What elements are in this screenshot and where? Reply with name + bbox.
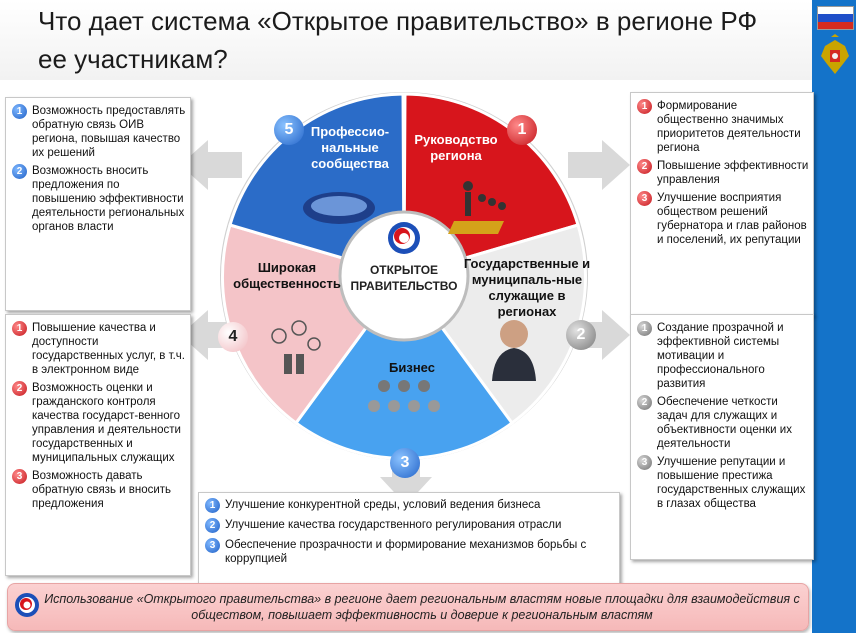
number-icon: 2 xyxy=(205,518,220,533)
segment-label-4: Широкая общественность xyxy=(233,260,341,291)
number-icon: 3 xyxy=(637,455,652,470)
list-item-text: Возможность предоставлять обратную связь ОИВ региона, повышая качество их решений xyxy=(32,105,186,159)
segment-label-1: Руководство региона xyxy=(414,132,498,163)
number-icon: 1 xyxy=(637,321,652,336)
center-title xyxy=(344,262,464,294)
box-professional-communities xyxy=(5,97,191,311)
list-item xyxy=(10,469,186,511)
people-circle-icon xyxy=(303,192,375,224)
russian-flag-icon xyxy=(817,6,854,30)
number-icon: 2 xyxy=(637,395,652,410)
segment-label-3: Бизнес xyxy=(389,360,435,375)
list-item-text: Повышение качества и доступности государственных услуг, в т.ч. в электронном виде xyxy=(32,322,185,376)
open-government-small-logo-icon xyxy=(14,592,40,618)
list-item xyxy=(635,321,809,391)
number-icon: 2 xyxy=(12,164,27,179)
number-icon: 1 xyxy=(12,104,27,119)
number-icon: 2 xyxy=(637,159,652,174)
list-item xyxy=(203,498,615,512)
badge-3: 3 xyxy=(390,448,420,478)
list-item-text: Формирование общественно значимых приоритетов деятельности региона xyxy=(657,100,801,154)
number-icon: 1 xyxy=(205,498,220,513)
list-item-text: Улучшение качества государственного регулирования отрасли xyxy=(225,519,562,531)
box-business xyxy=(198,492,620,588)
list-item xyxy=(635,159,809,187)
footer-banner xyxy=(7,583,809,631)
list-item xyxy=(10,164,186,234)
list-item-text: Обеспечение прозрачности и формирование механизмов борьбы с коррупцией xyxy=(225,539,587,565)
segment-label-2: Государственные и муниципаль-ные служащие в регионах xyxy=(463,256,591,319)
list-item-text: Повышение эффективности управления xyxy=(657,160,809,186)
badge-2: 2 xyxy=(566,320,596,350)
list-item-text: Возможность давать обратную связь и вносить предложения xyxy=(32,470,172,510)
box-public xyxy=(5,314,191,576)
list-item xyxy=(635,191,809,247)
list-item xyxy=(635,99,809,155)
segment-label-5: Профессио-нальные сообщества xyxy=(310,124,390,171)
badge-5: 5 xyxy=(274,115,304,145)
coat-of-arms-icon xyxy=(818,34,852,78)
list-item xyxy=(10,381,186,465)
number-icon: 1 xyxy=(637,99,652,114)
list-item xyxy=(203,538,615,566)
badge-4: 4 xyxy=(218,322,248,352)
number-icon: 1 xyxy=(12,321,27,336)
list-item xyxy=(635,455,809,511)
list-item xyxy=(10,104,186,160)
list-item xyxy=(635,395,809,451)
box-civil-servants xyxy=(630,314,814,560)
open-government-logo-icon xyxy=(388,222,420,254)
number-icon: 3 xyxy=(637,191,652,206)
page-title: Что дает система «Открытое правительство» в регионе РФ ее участникам? xyxy=(38,6,758,74)
list-item-text: Создание прозрачной и эффективной системы мотивации и профессионального развития xyxy=(657,322,784,390)
badge-1: 1 xyxy=(507,115,537,145)
list-item-text: Улучшение конкурентной среды, условий ведения бизнеса xyxy=(225,499,541,511)
center-title-line2: ПРАВИТЕЛЬСТВО xyxy=(350,279,458,293)
number-icon: 2 xyxy=(12,381,27,396)
number-icon: 3 xyxy=(205,538,220,553)
list-item-text: Улучшение репутации и повышение престижа государственных служащих в глазах общества xyxy=(657,456,806,510)
list-item-text: Возможность вносить предложения по повышению эффективности деятельности региональных органов власти xyxy=(32,165,185,233)
list-item-text: Обеспечение четкости задач для служащих и объективности оценки их деятельности xyxy=(657,396,792,450)
list-item-text: Возможность оценки и гражданского контроля качества государст-венного управления и деятельности государственных и муниципальных служащих xyxy=(32,382,181,464)
right-blue-bar xyxy=(812,0,856,633)
list-item xyxy=(10,321,186,377)
list-item-text: Улучшение восприятия обществом решений губернатора и глав районов и поселений, их репутации xyxy=(657,192,807,246)
box-region-leadership xyxy=(630,92,814,316)
footer-text: Использование «Открытого правительства» в регионе дает региональным властям новые площадки для взаимодействия с обществом, повышает эффективность и доверие к региональным властям xyxy=(44,592,800,622)
number-icon: 3 xyxy=(12,469,27,484)
center-title-line1: ОТКРЫТОЕ xyxy=(369,263,439,277)
list-item xyxy=(203,518,615,532)
